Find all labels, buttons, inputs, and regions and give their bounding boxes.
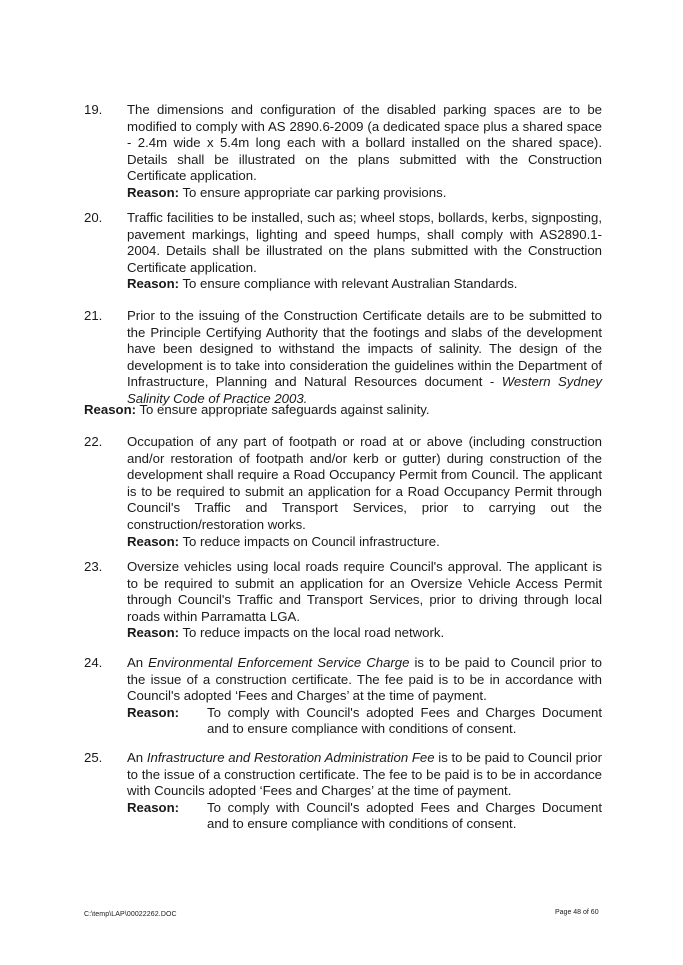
reason-label: Reason:: [127, 276, 180, 292]
condition-text: Oversize vehicles using local roads require Council's approval. The applicant is to be required to submit an application for an Oversize Vehicle Access Permit through Council's Traffic and Transport Services, prior to driving through local roads within Parramatta LGA.: [127, 559, 602, 624]
condition-body: [127, 434, 602, 550]
condition-text-main: Prior to the issuing of the Construction Certificate details are to be submitted to the Principle Certifying Authority that the footings and slabs of the development have been designed to withstand the impacts of salinity. The design of the development is to take into consideration the guidelines within the Department of Infrastructure, Planning and Natural Resources document -: [127, 308, 602, 390]
footer-file-path: C:\temp\LAP\00022262.DOC: [84, 911, 177, 918]
footer-page-number: Page 48 of 60: [555, 909, 599, 916]
condition-number: 20.: [84, 210, 103, 225]
condition-number: 21.: [84, 308, 103, 323]
reason-label: Reason:: [127, 799, 180, 815]
condition-number: 19.: [84, 102, 103, 117]
reason-text: To comply with Council's adopted Fees and Charges Document and to ensure compliance with conditions of consent.: [207, 799, 602, 832]
fee-name: Infrastructure and Restoration Administration Fee: [146, 750, 435, 765]
reason-label: Reason:: [127, 533, 180, 549]
condition-reason: [127, 534, 602, 551]
document-title: Western Sydney Salinity Code of Practice 2003.: [127, 374, 602, 406]
reason-text: To reduce impacts on Council infrastructure.: [182, 533, 440, 549]
condition-body: [127, 210, 602, 293]
reason-label: Reason:: [127, 625, 180, 641]
reason-text: To ensure appropriate safeguards against salinity.: [139, 402, 430, 417]
condition-body: [127, 308, 602, 408]
reason-label: Reason:: [84, 402, 137, 417]
condition-text: An Environmental Enforcement Service Charge is to be paid to Council prior to the issue of a construction certificate. The fee paid is to be in accordance with Council's adopted ‘Fees and Charges’ at the time of payment.: [127, 655, 603, 704]
reason-label: Reason:: [127, 704, 180, 720]
condition-body: [127, 655, 602, 738]
condition-reason: [127, 276, 602, 293]
condition-number: 23.: [84, 559, 103, 574]
condition-reason: [127, 800, 602, 833]
reason-text: To ensure compliance with relevant Australian Standards.: [182, 276, 518, 292]
condition-text: The dimensions and configuration of the disabled parking spaces are to be modified to comply with AS 2890.6-2009 (a dedicated space plus a shared space - 2.4m wide x 5.4m long each with a bollard installed on the shared space). Details shall be illustrated on the plans submitted with the Construction Certificate application.: [127, 102, 602, 184]
reason-label: Reason:: [127, 184, 180, 200]
condition-reason: [84, 402, 430, 419]
condition-body: [127, 559, 602, 642]
condition-text: [127, 308, 602, 408]
reason-text: To reduce impacts on the local road network.: [182, 625, 445, 641]
condition-text: Traffic facilities to be installed, such as; wheel stops, bollards, kerbs, signposting, pavement markings, lighting and speed humps, shall comply with AS2890.1-2004. Details shall be illustrated on the plans submitted with the Construction Certificate application.: [127, 210, 602, 275]
condition-body: [127, 750, 602, 833]
condition-number: 22.: [84, 434, 103, 449]
condition-reason: [127, 625, 602, 642]
reason-text: To comply with Council's adopted Fees and Charges Document and to ensure compliance with conditions of consent.: [207, 704, 602, 737]
condition-text: Occupation of any part of footpath or road at or above (including construction and/or restoration of footpath and/or kerb or gutter) during construction of the development shall require a Road Occupancy Permit from Council. The applicant is to be required to submit an application for a Road Occupancy Permit through Council's Traffic and Transport Services, prior to carrying out the construction/restoration works.: [127, 434, 602, 532]
charge-name: Environmental Enforcement Service Charge: [148, 655, 410, 670]
condition-body: [127, 102, 602, 202]
condition-number: 25.: [84, 750, 103, 765]
condition-number: 24.: [84, 655, 103, 670]
condition-reason: [127, 705, 602, 738]
condition-text: An Infrastructure and Restoration Administration Fee is to be paid to Council prior to the issue of a construction certificate. The fee to be paid is to be in accordance with Councils adopted ‘Fees and Charges’ at the time of payment.: [127, 750, 602, 799]
reason-text: To ensure appropriate car parking provisions.: [182, 184, 447, 200]
condition-reason: [127, 185, 602, 202]
